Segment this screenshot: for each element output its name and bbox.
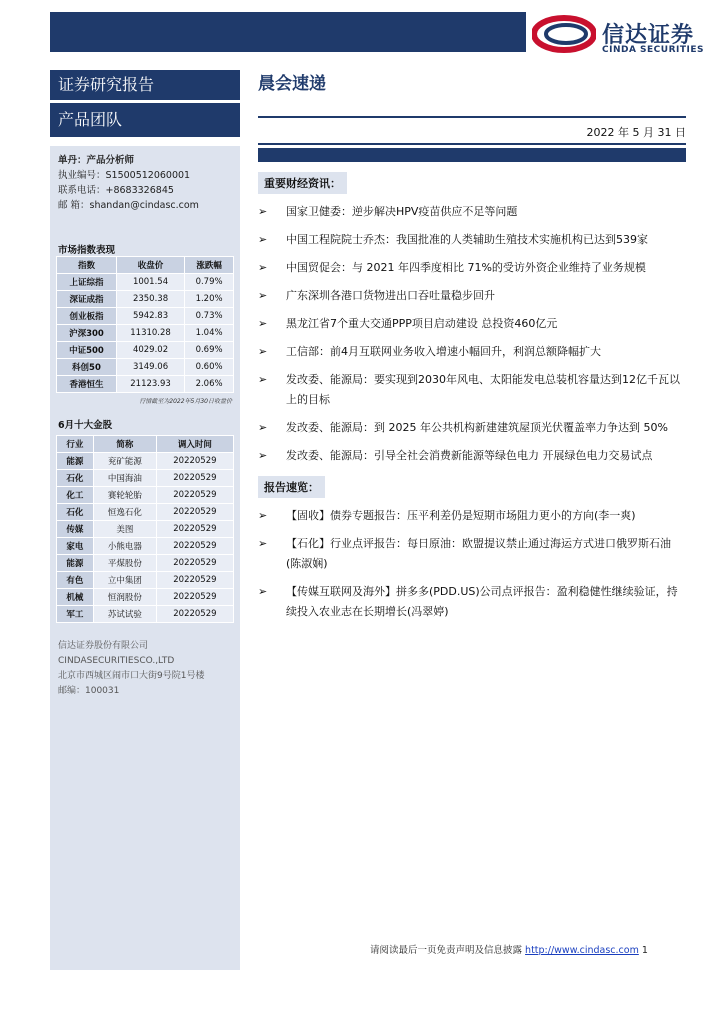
news-item	[258, 202, 686, 222]
news-item-text: 广东深圳各港口货物进出口吞吐量稳步回升	[286, 289, 495, 302]
stock-cell: 传媒	[57, 521, 94, 538]
company-postcode: 邮编：100031	[58, 686, 120, 696]
index-cell: 科创50	[57, 359, 117, 376]
index-row	[57, 274, 234, 291]
news-item-text: 发改委、能源局：到 2025 年公共机构新建建筑屋顶光伏覆盖率力争达到 50%	[286, 421, 668, 434]
news-item-text: 国家卫健委：逆步解决HPV疫苗供应不足等问题	[286, 205, 518, 218]
bullet-arrow-icon: ➢	[258, 205, 268, 218]
stock-cell: 平煤股份	[93, 555, 156, 572]
company-name-en: CINDASECURITIESCO.,LTD	[58, 656, 175, 666]
bullet-arrow-icon: ➢	[258, 585, 268, 598]
company-logo	[532, 12, 712, 56]
index-cell: 21123.93	[116, 376, 184, 393]
news-item-text: 发改委、能源局：引导全社会消费新能源等绿色电力 开展绿色电力交易试点	[286, 449, 653, 462]
news-item	[258, 230, 686, 250]
index-cell: 0.79%	[185, 274, 234, 291]
stock-cell: 石化	[57, 470, 94, 487]
stock-cell: 20220529	[156, 589, 233, 606]
main-content	[258, 70, 686, 630]
author-phone: 联系电话：+8683326845	[58, 185, 174, 196]
stock-row	[57, 555, 234, 572]
index-cell: 4029.02	[116, 342, 184, 359]
stock-cell: 化工	[57, 487, 94, 504]
bullet-arrow-icon: ➢	[258, 317, 268, 330]
bullet-arrow-icon: ➢	[258, 373, 268, 386]
page-number: 1	[641, 945, 648, 956]
stock-header-cell: 简称	[93, 436, 156, 453]
date-divider	[258, 143, 686, 145]
news-item-text: 中国工程院院士乔杰：我国批准的人类辅助生殖技术实施机构已达到539家	[286, 233, 648, 246]
stock-table	[56, 435, 234, 623]
report-item-text: 【传媒互联网及海外】拼多多(PDD.US)公司点评报告：盈利稳健性继续验证，持续投入农业志在长期增长(冯翠婷)	[286, 585, 678, 618]
stock-cell: 兖矿能源	[93, 453, 156, 470]
stock-cell: 能源	[57, 453, 94, 470]
page-footer	[370, 942, 648, 956]
index-row	[57, 376, 234, 393]
index-table	[56, 256, 234, 393]
report-item	[258, 506, 686, 526]
news-item	[258, 446, 686, 466]
bullet-arrow-icon: ➢	[258, 233, 268, 246]
news-item	[258, 342, 686, 362]
logo-swoosh-icon	[532, 12, 596, 56]
index-header-cell: 收盘价	[116, 257, 184, 274]
stock-cell: 能源	[57, 555, 94, 572]
report-item-text: 【石化】行业点评报告：每日原油：欧盟提议禁止通过海运方式进口俄罗斯石油(陈淑娴)	[286, 537, 671, 570]
index-cell: 11310.28	[116, 325, 184, 342]
index-cell: 香港恒生	[57, 376, 117, 393]
report-item	[258, 534, 686, 574]
sidebar-header-report: 证券研究报告	[50, 70, 240, 100]
news-item-text: 发改委、能源局：要实现到2030年风电、太阳能发电总装机容量达到12亿千瓦以上的目标	[286, 373, 680, 406]
stock-cell: 20220529	[156, 487, 233, 504]
stock-row	[57, 487, 234, 504]
index-cell: 0.60%	[185, 359, 234, 376]
index-cell: 2.06%	[185, 376, 234, 393]
news-item	[258, 258, 686, 278]
news-list	[258, 202, 686, 466]
logo-name-cn: 信达证券	[602, 23, 695, 48]
stock-cell: 美图	[93, 521, 156, 538]
stock-row	[57, 572, 234, 589]
bullet-arrow-icon: ➢	[258, 509, 268, 522]
author-license: 执业编号：S1500512060001	[58, 170, 191, 181]
news-item-text: 黑龙江省7个重大交通PPP项目启动建设 总投资460亿元	[286, 317, 558, 330]
index-cell: 2350.38	[116, 291, 184, 308]
index-cell: 0.69%	[185, 342, 234, 359]
company-name-cn: 信达证券股份有限公司	[58, 641, 149, 651]
stock-cell: 立中集团	[93, 572, 156, 589]
stock-cell: 中国海油	[93, 470, 156, 487]
sidebar-body	[50, 146, 240, 970]
report-item-text: 【固收】债券专题报告：压平利差仍是短期市场阻力更小的方向(李一爽)	[286, 509, 636, 522]
news-item-text: 工信部：前4月互联网业务收入增速小幅回升，利润总额降幅扩大	[286, 345, 601, 358]
author-unit: 单丹：产品分析师	[58, 155, 135, 166]
index-cell: 1.20%	[185, 291, 234, 308]
index-cell: 沪深300	[57, 325, 117, 342]
company-address: 北京市西城区闹市口大街9号院1号楼	[58, 671, 205, 681]
bullet-arrow-icon: ➢	[258, 289, 268, 302]
report-item	[258, 582, 686, 622]
stock-cell: 军工	[57, 606, 94, 623]
stock-cell: 机械	[57, 589, 94, 606]
section-title-reports: 报告速览：	[258, 476, 325, 498]
index-cell: 3149.06	[116, 359, 184, 376]
stock-header-cell: 调入时间	[156, 436, 233, 453]
page-title: 晨会速递	[258, 74, 326, 94]
stock-cell: 恒逸石化	[93, 504, 156, 521]
report-list	[258, 506, 686, 622]
header-band	[258, 148, 686, 162]
stock-cell: 20220529	[156, 572, 233, 589]
index-cell: 1001.54	[116, 274, 184, 291]
index-header-cell: 涨跌幅	[185, 257, 234, 274]
author-email: 邮 箱：shandan@cindasc.com	[58, 200, 199, 211]
stock-row	[57, 453, 234, 470]
index-cell: 深证成指	[57, 291, 117, 308]
stock-row	[57, 470, 234, 487]
news-item	[258, 370, 686, 410]
stock-cell: 20220529	[156, 606, 233, 623]
stock-row	[57, 538, 234, 555]
stock-row	[57, 606, 234, 623]
company-info	[50, 639, 240, 699]
stock-cell: 赛轮轮胎	[93, 487, 156, 504]
stock-cell: 20220529	[156, 453, 233, 470]
footer-disclaimer: 请阅读最后一页免责声明及信息披露	[370, 945, 523, 956]
index-row	[57, 325, 234, 342]
author-info	[50, 146, 240, 220]
sidebar	[50, 70, 240, 970]
sidebar-header-team: 产品团队	[50, 103, 240, 137]
bullet-arrow-icon: ➢	[258, 537, 268, 550]
index-cell: 创业板指	[57, 308, 117, 325]
index-table-title: 市场指数表现	[58, 245, 116, 256]
stock-row	[57, 589, 234, 606]
index-row	[57, 359, 234, 376]
stock-cell: 恒润股份	[93, 589, 156, 606]
index-note: 行情截至为2022年5月30日收盘价	[139, 398, 232, 405]
stock-row	[57, 521, 234, 538]
stock-cell: 石化	[57, 504, 94, 521]
stock-cell: 20220529	[156, 521, 233, 538]
stock-cell: 有色	[57, 572, 94, 589]
stock-cell: 家电	[57, 538, 94, 555]
bullet-arrow-icon: ➢	[258, 449, 268, 462]
news-item	[258, 418, 686, 438]
stock-cell: 苏试试验	[93, 606, 156, 623]
stock-cell: 20220529	[156, 470, 233, 487]
top-banner	[50, 12, 526, 52]
index-cell: 0.73%	[185, 308, 234, 325]
stock-header-cell: 行业	[57, 436, 94, 453]
bullet-arrow-icon: ➢	[258, 261, 268, 274]
stock-table-title: 6月十大金股	[58, 420, 113, 431]
stock-row	[57, 504, 234, 521]
stock-cell: 20220529	[156, 555, 233, 572]
index-cell: 中证500	[57, 342, 117, 359]
index-cell: 5942.83	[116, 308, 184, 325]
news-item	[258, 314, 686, 334]
index-row	[57, 291, 234, 308]
stock-cell: 20220529	[156, 504, 233, 521]
stock-cell: 小熊电器	[93, 538, 156, 555]
stock-cell: 20220529	[156, 538, 233, 555]
index-row	[57, 308, 234, 325]
news-item-text: 中国贸促会：与 2021 年四季度相比 71%的受访外资企业维持了业务规模	[286, 261, 646, 274]
index-cell: 上证综指	[57, 274, 117, 291]
section-title-news: 重要财经资讯：	[258, 172, 347, 194]
bullet-arrow-icon: ➢	[258, 345, 268, 358]
title-divider	[258, 116, 686, 118]
index-cell: 1.04%	[185, 325, 234, 342]
report-date: 2022 年 5 月 31 日	[586, 126, 686, 139]
footer-website-link[interactable]: http://www.cindasc.com	[525, 945, 639, 956]
index-header-cell: 指数	[57, 257, 117, 274]
logo-name-en: CINDA SECURITIES	[602, 45, 704, 55]
bullet-arrow-icon: ➢	[258, 421, 268, 434]
news-item	[258, 286, 686, 306]
index-row	[57, 342, 234, 359]
